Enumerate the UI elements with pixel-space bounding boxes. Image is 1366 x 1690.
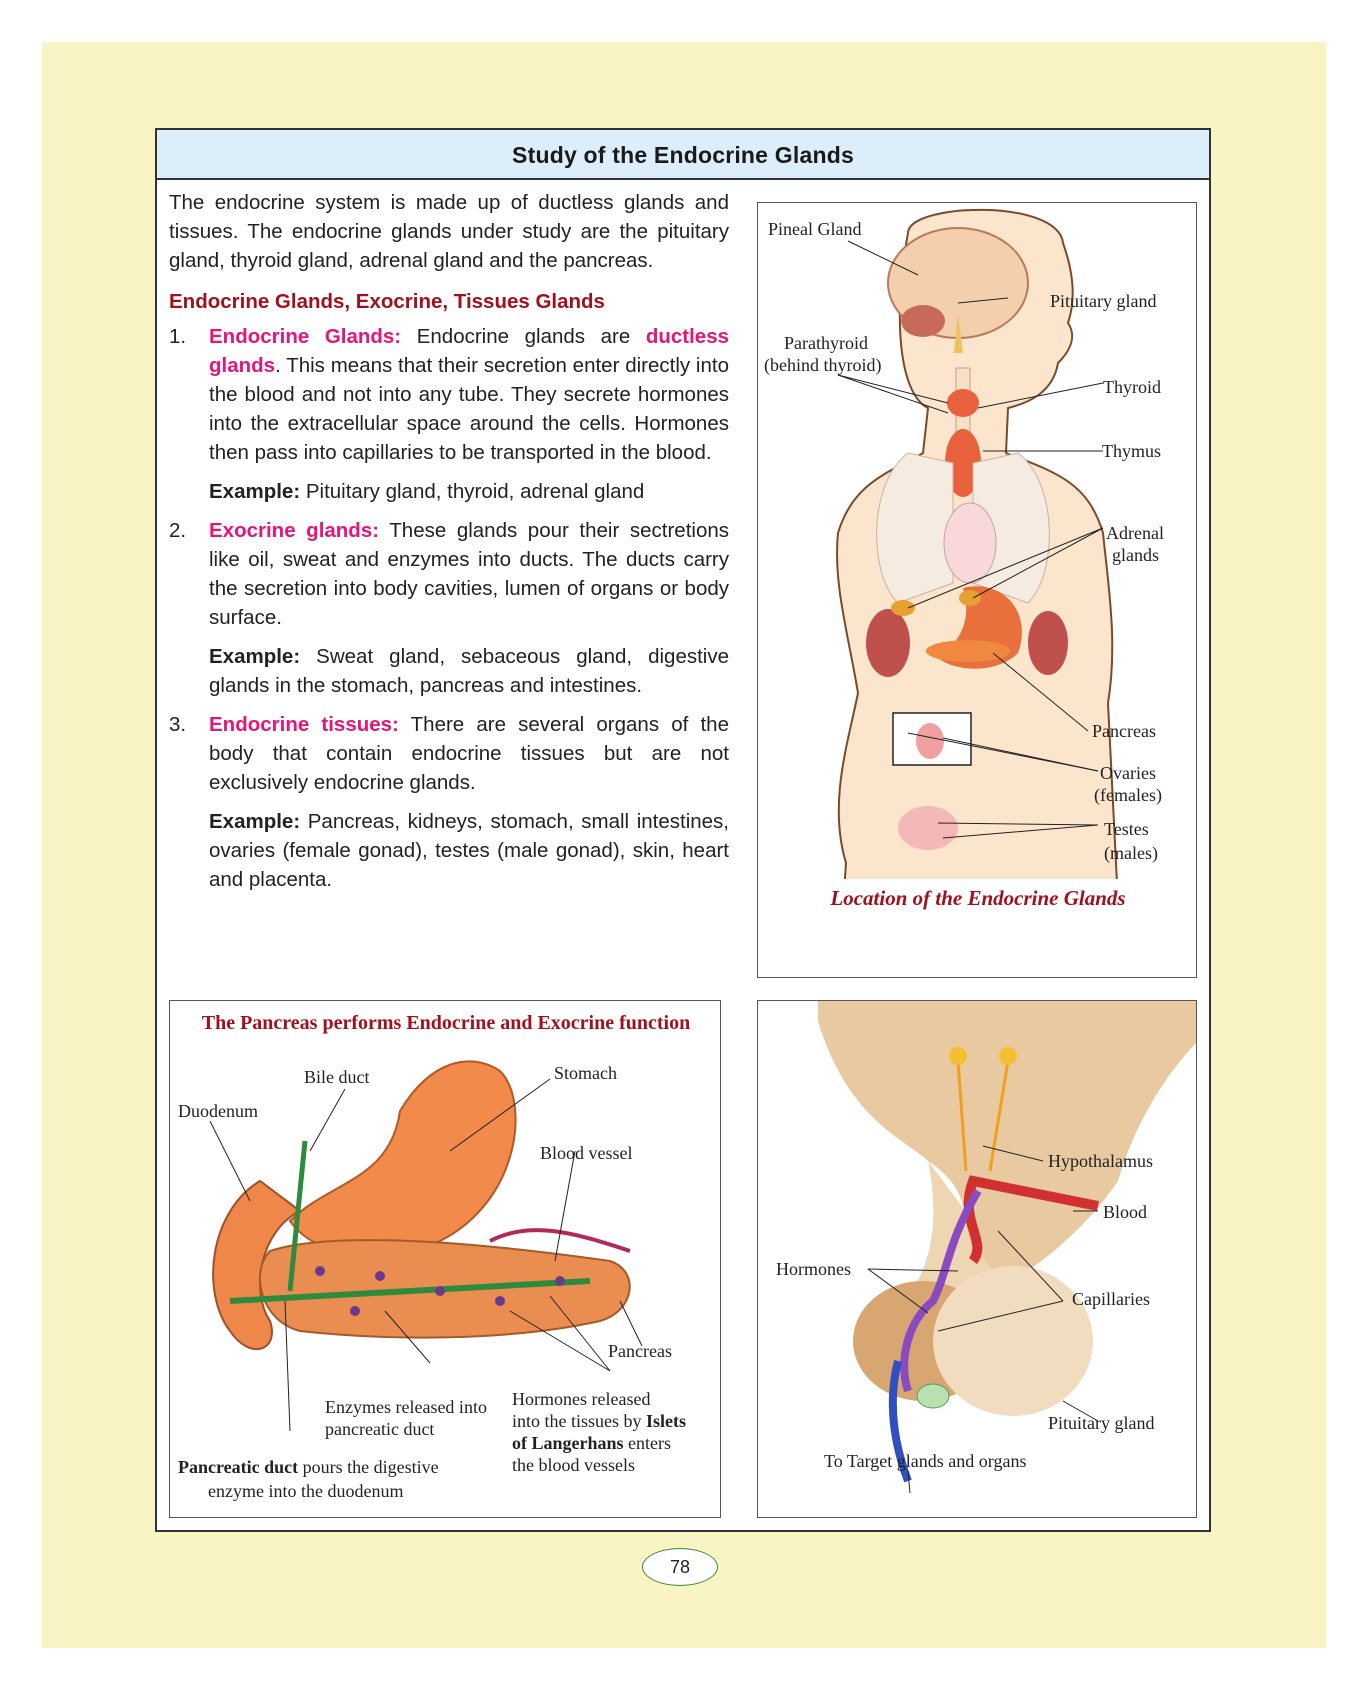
item-number: 1. — [169, 325, 187, 348]
example-label: Example: — [209, 645, 301, 668]
example-label: Example: — [209, 810, 301, 833]
example-label: Example: — [209, 480, 301, 503]
pancreas-shape — [926, 640, 1010, 662]
label-target-organs: To Target glands and organs — [824, 1451, 1027, 1471]
item-text: . This means that their secretion enter directly into the blood and not into any tube. They secrete hormones into the extracellular space around the cells. Hormones then pass into capillaries to be transported in the blood. — [209, 354, 729, 464]
label-ovaries: Ovaries — [1100, 763, 1156, 783]
thyroid-shape — [947, 389, 979, 417]
label-pancreatic-duct — [178, 1457, 439, 1477]
label-bile-duct: Bile duct — [304, 1067, 370, 1087]
item-text: There are several organs of the body that contain endocrine tissues but are not exclusively endocrine glands. — [209, 713, 729, 794]
item-number: 2. — [169, 519, 187, 542]
item-term: Exocrine glands: — [209, 519, 380, 542]
list-item — [169, 516, 729, 632]
label-capillaries: Capillaries — [1072, 1289, 1150, 1309]
item-term: Endocrine tissues: — [209, 713, 399, 736]
label-pancreatic-duct-bold: Pancreatic duct — [178, 1457, 299, 1477]
label-pancreas-organ: Pancreas — [608, 1341, 672, 1361]
uterus — [916, 723, 944, 759]
pancreas-illustration — [170, 1001, 721, 1518]
label-pancreatic-duct-rest: pours the digestive — [298, 1457, 439, 1477]
label-hormones-langerhans — [512, 1433, 671, 1453]
posterior-pituitary — [933, 1266, 1093, 1416]
item-number: 3. — [169, 713, 187, 736]
label-pituitary-gland: Pituitary gland — [1048, 1413, 1155, 1433]
label-testes: Testes — [1104, 819, 1149, 839]
label-pancreatic-duct-2: enzyme into the duodenum — [208, 1481, 404, 1501]
example-text: Sweat gland, sebaceous gland, digestive glands in the stomach, pancreas and intestines. — [209, 645, 729, 697]
label-hormones: Hormones — [776, 1259, 851, 1279]
label-hormones-tissues — [512, 1411, 686, 1431]
label-pancreas: Pancreas — [1092, 721, 1156, 741]
body-diagram — [757, 202, 1197, 978]
intro-paragraph: The endocrine system is made up of ductless glands and tissues. The endocrine glands under study are the pituitary gland, thyroid gland, adrenal gland and the pancreas. — [169, 191, 729, 272]
label-parathyroid: Parathyroid — [784, 333, 868, 353]
label-stomach: Stomach — [554, 1063, 617, 1083]
label-pineal-gland: Pineal Gland — [768, 219, 862, 239]
page-title: Study of the Endocrine Glands — [157, 130, 1209, 180]
label-hypothalamus: Hypothalamus — [1048, 1151, 1153, 1171]
example-line — [169, 477, 729, 506]
section-heading: Endocrine Glands, Exocrine, Tissues Glands — [169, 290, 605, 313]
label-blood-vessels: the blood vessels — [512, 1455, 635, 1475]
item-text: These glands pour their sectretions like oil, sweat and enzymes into ducts. The ducts carry the secretion into body cavities, lumen of organs or body surface. — [209, 519, 729, 629]
label-thymus: Thymus — [1102, 441, 1162, 461]
gland-cells — [917, 1384, 949, 1408]
label-islets: Islets — [646, 1411, 686, 1431]
label-ovaries-females: (females) — [1094, 785, 1162, 805]
list-item — [169, 710, 729, 797]
item-text: Endocrine glands are — [401, 325, 646, 348]
pancreas-diagram — [169, 1000, 721, 1518]
kidney-right — [1028, 611, 1068, 675]
item-term: Endocrine Glands: — [209, 325, 402, 348]
label-langerhans: of Langerhans — [512, 1433, 624, 1453]
label-blood-vessel: Blood vessel — [540, 1143, 633, 1163]
pancreas-figure-title: The Pancreas performs Endocrine and Exocrine function — [201, 1012, 691, 1034]
example-text: Pancreas, kidneys, stomach, small intestines, ovaries (female gonad), testes (male gonad), skin, heart and placenta. — [209, 810, 729, 891]
body-illustration — [758, 203, 1197, 978]
adrenal-right — [959, 590, 981, 606]
label-enzymes: Enzymes released into — [325, 1397, 487, 1417]
label-testes-males: (males) — [1104, 843, 1158, 863]
testes-shape — [898, 806, 958, 850]
label-enzymes-duct: pancreatic duct — [325, 1419, 435, 1439]
stomach-organ — [290, 1061, 516, 1255]
label-thyroid: Thyroid — [1103, 377, 1161, 397]
label-pituitary-gland: Pituitary gland — [1050, 291, 1157, 311]
page-number: 78 — [642, 1548, 718, 1586]
label-adrenal: Adrenal — [1106, 523, 1164, 543]
pituitary-diagram — [757, 1000, 1197, 1518]
label-adrenal-glands: glands — [1112, 545, 1159, 565]
cerebellum — [901, 305, 945, 337]
heart — [944, 503, 996, 583]
adrenal-left — [891, 600, 915, 616]
content-box — [155, 128, 1211, 1532]
list-item — [169, 322, 729, 467]
item-highlight: ductless glands — [209, 325, 729, 377]
body-figure-caption: Location of the Endocrine Glands — [830, 886, 1126, 910]
kidney-left — [866, 609, 910, 677]
example-text: Pituitary gland, thyroid, adrenal gland — [300, 480, 645, 503]
example-line — [169, 642, 729, 700]
label-blood: Blood — [1103, 1202, 1148, 1222]
label-duodenum: Duodenum — [178, 1101, 258, 1121]
label-parathyroid-note: (behind thyroid) — [764, 355, 882, 375]
pituitary-illustration — [758, 1001, 1197, 1518]
text-column — [169, 188, 729, 904]
label-hormones-released: Hormones released — [512, 1389, 651, 1409]
example-line — [169, 807, 729, 894]
label-enters: enters — [623, 1433, 671, 1453]
label-hormones-tissues-text: into the tissues by — [512, 1411, 646, 1431]
